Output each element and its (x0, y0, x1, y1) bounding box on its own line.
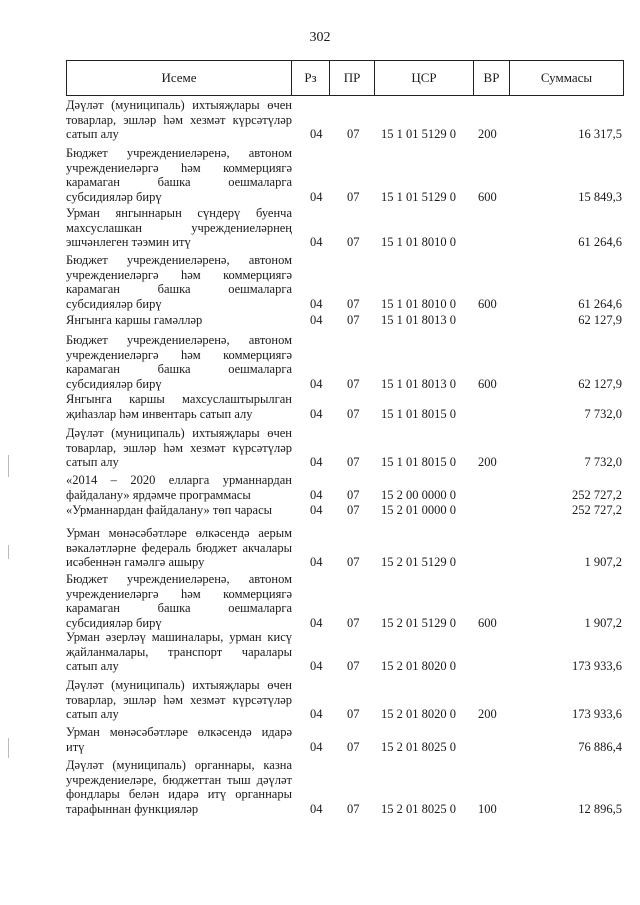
row-name: Янгынга каршы гамәлләр (66, 313, 203, 327)
row-csr: 15 2 00 0000 0 (381, 487, 456, 502)
row-name: Дәүләт (муниципаль) ихтыяҗлары өчен товарлар, эшләр һәм хезмәт күрсәтүләр сатып алу (66, 678, 292, 722)
row-pr: 07 (347, 127, 360, 142)
row-name: Дәүләт (муниципаль) ихтыяҗлары өчен товарлар, эшләр һәм хезмәт күрсәтүләр сатып алу (66, 426, 292, 470)
row-name: Урман мөнәсәбәтләре өлкәсендә аерым вәкаләтләрне федераль бюджет акчалары исәбеннән гамәлгә ашыру (66, 526, 292, 570)
row-rz: 04 (310, 801, 323, 816)
row-sum: 1 907,2 (584, 555, 622, 570)
row-name: Дәүләт (муниципаль) органнары, казна учреждениеләре, бюджеттан тыш дәүләт фондлары белән идарә итү органнары тарафыннан функцияләр (66, 758, 292, 816)
row-pr: 07 (347, 487, 360, 502)
row-pr: 07 (347, 189, 360, 204)
row-rz: 04 (310, 235, 323, 250)
row-name: Бюджет учреждениеләренә, автоном учреждениеләргә һәм коммерциягә карамаган башка оешмаларга субсидияләр бирү (66, 253, 292, 311)
row-csr: 15 2 01 5129 0 (381, 555, 456, 570)
row-csr: 15 2 01 8020 0 (381, 707, 456, 722)
row-name: Урман әзерләү машиналары, урман кисү җайланмалары, транспорт чаралары сатып алу (66, 630, 292, 674)
row-vr: 200 (478, 127, 497, 142)
row-csr: 15 1 01 8010 0 (381, 235, 456, 250)
row-csr: 15 1 01 5129 0 (381, 127, 456, 142)
header-vr: ВР (474, 61, 510, 95)
row-pr: 07 (347, 555, 360, 570)
row-vr: 600 (478, 615, 497, 630)
row-pr: 07 (347, 406, 360, 421)
row-name: Урман янгыннарын сүндерү буенча махсуслашкан учреждениеләрнең эшчәнлеген тәэмин итү (66, 206, 292, 250)
row-rz: 04 (310, 296, 323, 311)
row-name: Янгынга каршы махсуслаштырылган җиһазлар һәм инвентарь сатып алу (66, 392, 292, 421)
row-pr: 07 (347, 739, 360, 754)
row-csr: 15 2 01 0000 0 (381, 503, 456, 517)
row-csr: 15 1 01 8013 0 (381, 313, 456, 327)
row-sum: 1 907,2 (584, 615, 622, 630)
row-name: Бюджет учреждениеләренә, автоном учреждениеләргә һәм коммерциягә карамаган башка оешмаларга субсидияләр бирү (66, 146, 292, 204)
row-csr: 15 2 01 8025 0 (381, 739, 456, 754)
row-rz: 04 (310, 615, 323, 630)
row-sum: 16 317,5 (578, 127, 622, 142)
row-pr: 07 (347, 707, 360, 722)
row-sum: 252 727,2 (572, 503, 622, 517)
row-csr: 15 2 01 8020 0 (381, 659, 456, 674)
row-name: «2014 – 2020 елларга урманнардан файдалану» ярдәмче программасы (66, 473, 292, 502)
row-csr: 15 1 01 8010 0 (381, 296, 456, 311)
row-sum: 7 732,0 (584, 406, 622, 421)
table-header (66, 60, 624, 96)
row-vr: 600 (478, 189, 497, 204)
row-pr: 07 (347, 235, 360, 250)
row-rz: 04 (310, 376, 323, 391)
row-rz: 04 (310, 455, 323, 470)
row-rz: 04 (310, 487, 323, 502)
row-sum: 61 264,6 (578, 296, 622, 311)
row-csr: 15 1 01 5129 0 (381, 189, 456, 204)
header-pr: ПР (330, 61, 375, 95)
row-name: «Урманнардан файдалану» төп чарасы (66, 503, 273, 517)
row-name: Урман мөнәсәбәтләре өлкәсендә идарә итү (66, 725, 292, 754)
row-pr: 07 (347, 659, 360, 674)
row-rz: 04 (310, 739, 323, 754)
row-rz: 04 (310, 659, 323, 674)
header-sum: Суммасы (540, 70, 593, 85)
scan-mark (8, 738, 9, 758)
row-sum: 12 896,5 (578, 801, 622, 816)
row-rz: 04 (310, 313, 323, 327)
row-rz: 04 (310, 555, 323, 570)
row-rz: 04 (310, 503, 323, 517)
row-pr: 07 (347, 615, 360, 630)
row-csr: 15 2 01 5129 0 (381, 615, 456, 630)
row-pr: 07 (347, 503, 360, 517)
row-sum: 173 933,6 (572, 707, 622, 722)
row-name: Бюджет учреждениеләренә, автоном учреждениеләргә һәм коммерциягә карамаган башка оешмаларга субсидияләр бирү (66, 572, 292, 630)
row-vr: 600 (478, 296, 497, 311)
row-csr: 15 2 01 8025 0 (381, 801, 456, 816)
row-name: Дәүләт (муниципаль) ихтыяҗлары өчен товарлар, эшләр һәм хезмәт күрсәтүләр сатып алу (66, 98, 292, 142)
row-pr: 07 (347, 296, 360, 311)
row-sum: 173 933,6 (572, 659, 622, 674)
row-sum: 252 727,2 (572, 487, 622, 502)
row-rz: 04 (310, 406, 323, 421)
header-name: Исеме (67, 61, 292, 95)
row-rz: 04 (310, 189, 323, 204)
row-rz: 04 (310, 707, 323, 722)
row-vr: 600 (478, 376, 497, 391)
row-csr: 15 1 01 8015 0 (381, 406, 456, 421)
row-vr: 100 (478, 801, 497, 816)
scan-mark (8, 455, 9, 477)
row-sum: 76 886,4 (578, 739, 622, 754)
row-csr: 15 1 01 8015 0 (381, 455, 456, 470)
row-vr: 200 (478, 455, 497, 470)
budget-table (66, 60, 624, 816)
page-number: 302 (309, 30, 331, 45)
row-pr: 07 (347, 376, 360, 391)
row-rz: 04 (310, 127, 323, 142)
row-sum: 61 264,6 (578, 235, 622, 250)
row-sum: 62 127,9 (578, 376, 622, 391)
header-csr: ЦСР (375, 61, 474, 95)
row-sum: 15 849,3 (578, 189, 622, 204)
row-pr: 07 (347, 313, 360, 327)
row-pr: 07 (347, 455, 360, 470)
row-pr: 07 (347, 801, 360, 816)
row-sum: 62 127,9 (578, 313, 622, 327)
row-sum: 7 732,0 (584, 455, 622, 470)
scan-mark (8, 545, 9, 559)
row-name: Бюджет учреждениеләренә, автоном учреждениеләргә һәм коммерциягә карамаган башка оешмаларга субсидияләр бирү (66, 333, 292, 391)
row-vr: 200 (478, 707, 497, 722)
header-rz: Рз (292, 61, 330, 95)
row-csr: 15 1 01 8013 0 (381, 376, 456, 391)
